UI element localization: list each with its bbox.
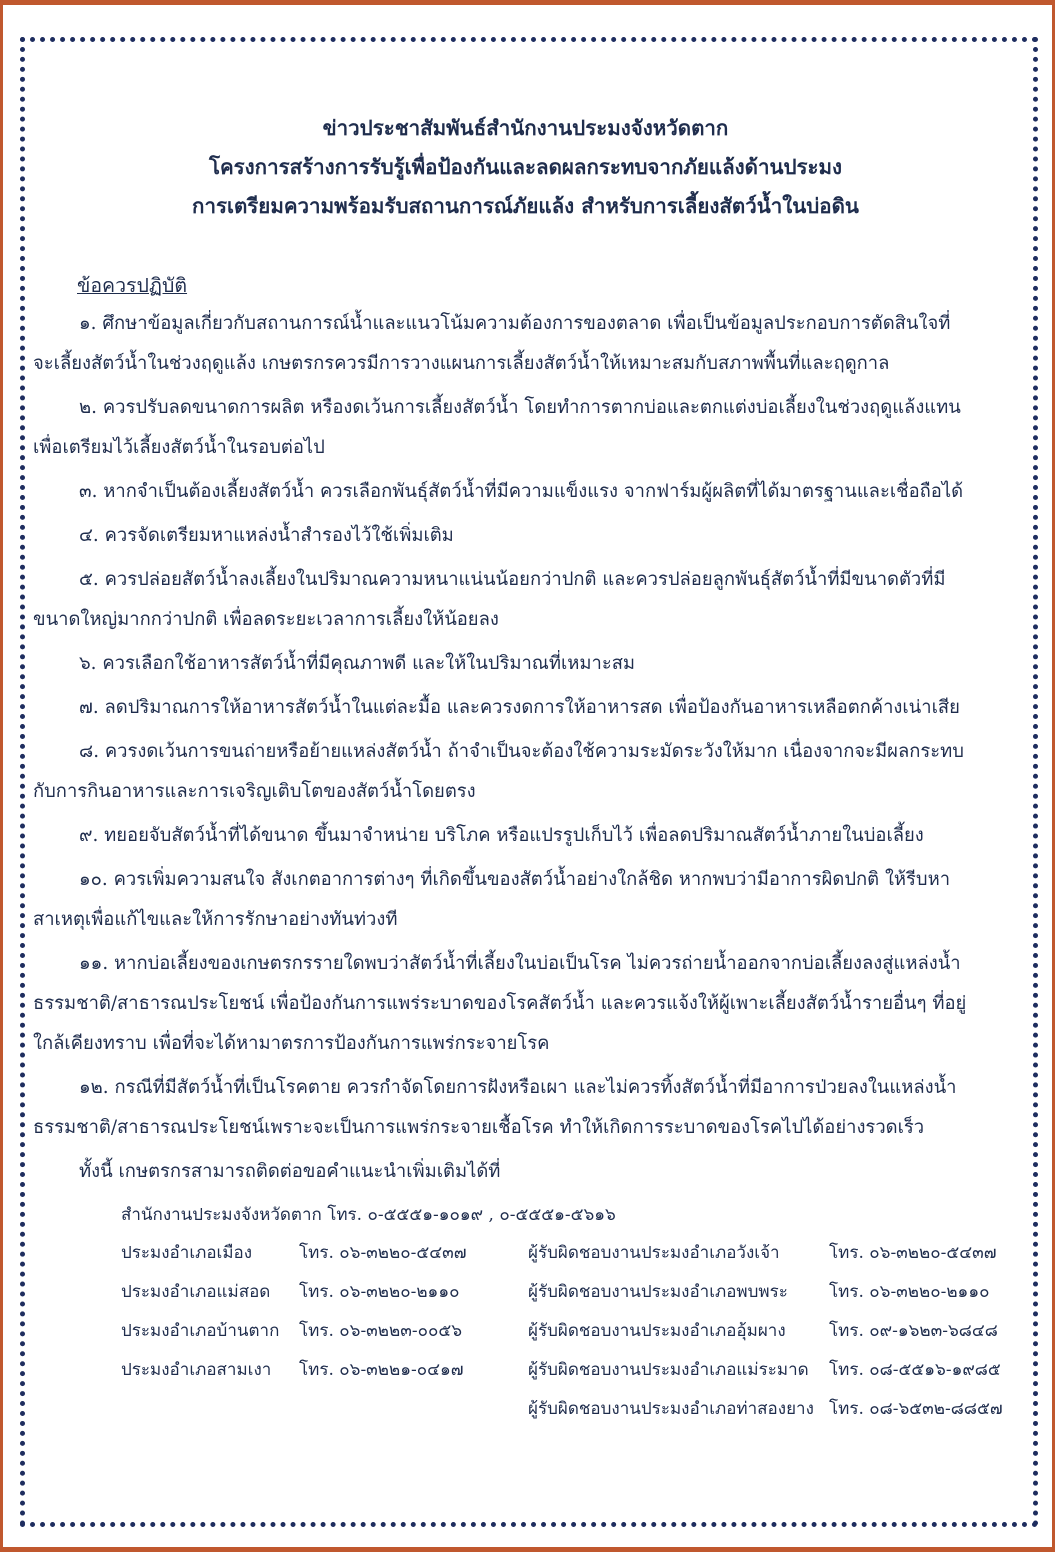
- item-9-line-1: ๙. ทยอยจับสัตว์น้ำที่ได้ขนาด ขึ้นมาจำหน่าย บริโภค หรือแปรรูปเก็บไว้ เพื่อลดปริมาณสัตว์น้ำภายในบ่อเลี้ยง: [79, 825, 924, 846]
- item-10-line-1: ๑๐. ควรเพิ่มความสนใจ สังเกตอาการต่างๆ ที่เกิดขึ้นของสัตว์น้ำอย่างใกล้ชิด หากพบว่ามีอาการผิดปกติ ให้รีบหา: [79, 869, 951, 890]
- item-2-line-2: เพื่อเตรียมไว้เลี้ยงสัตว์น้ำในรอบต่อไป: [33, 437, 325, 458]
- item-2-line-1: ๒. ควรปรับลดขนาดการผลิต หรืองดเว้นการเลี้ยงสัตว์น้ำ โดยทำการตากบ่อและตกแต่งบ่อเลี้ยงในช่วงฤดูแล้งแทน: [79, 397, 961, 418]
- item-10-line-2: สาเหตุเพื่อแก้ไขและให้การรักษาอย่างทันท่วงที: [33, 909, 398, 930]
- list-item: [33, 816, 1018, 856]
- contact-right-name: ผู้รับผิดชอบงานประมงอำเภอพบพระ: [528, 1282, 788, 1302]
- announcement-content: [33, 109, 1018, 1429]
- contact-left-name: ประมงอำเภอเมือง: [121, 1243, 253, 1263]
- list-item: [33, 644, 1018, 684]
- contact-right-phone: โทร. ๐๘-๖๕๓๒-๘๘๕๗: [829, 1399, 1003, 1419]
- contact-left-phone: โทร. ๐๖-๓๒๒๑-๐๔๑๗: [299, 1360, 464, 1380]
- header-project-name: โครงการสร้างการรับรู้เพื่อป้องกันและลดผลกระทบจากภัยแล้งด้านประมง: [208, 155, 843, 179]
- contact-right-phone: โทร. ๐๖-๓๒๒๐-๒๑๑๐: [829, 1282, 990, 1302]
- list-item: [33, 732, 1018, 812]
- item-11-line-1: ๑๑. หากบ่อเลี้ยงของเกษตรกรรายใดพบว่าสัตว์น้ำที่เลี้ยงในบ่อเป็นโรค ไม่ควรถ่ายน้ำออกจากบ่อเลี้ยงลงสู่แหล่งน้ำ: [79, 953, 961, 974]
- contact-left-name: ประมงอำเภอบ้านตาก: [121, 1321, 280, 1341]
- header-subject: การเตรียมความพร้อมรับสถานการณ์ภัยแล้ง สำหรับการเลี้ยงสัตว์น้ำในบ่อดิน: [192, 194, 859, 218]
- item-7-line-1: ๗. ลดปริมาณการให้อาหารสัตว์น้ำในแต่ละมื้อ และควรงดการให้อาหารสด เพื่อป้องกันอาหารเหลือตกค้างเน่าเสีย: [79, 697, 960, 718]
- list-item: [33, 688, 1018, 728]
- contact-left-phone: โทร. ๐๖-๓๒๒๓-๐๐๕๖: [299, 1321, 462, 1341]
- list-item: [33, 472, 1018, 512]
- item-4-line-1: ๔. ควรจัดเตรียมหาแหล่งน้ำสำรองไว้ใช้เพิ่มเติม: [79, 525, 454, 546]
- contact-left-name: ประมงอำเภอแม่สอด: [121, 1282, 271, 1302]
- contact-row: [121, 1390, 1021, 1429]
- provincial-office-contact: สำนักงานประมงจังหวัดตาก โทร. ๐-๕๕๕๑-๑๐๑๙ , ๐-๕๕๕๑-๕๖๑๖: [121, 1205, 616, 1225]
- contact-right-name: ผู้รับผิดชอบงานประมงอำเภออุ้มผาง: [528, 1321, 786, 1341]
- contact-right-phone: โทร. ๐๘-๕๕๑๖-๑๙๘๕: [829, 1360, 1001, 1380]
- item-8-line-2: กับการกินอาหารและการเจริญเติบโตของสัตว์น้ำโดยตรง: [33, 781, 476, 802]
- contact-right-phone: โทร. ๐๖-๓๒๒๐-๕๔๓๗: [829, 1243, 997, 1263]
- list-item: [33, 860, 1018, 940]
- contact-grid: [121, 1234, 1021, 1429]
- list-item: [33, 944, 1018, 1064]
- item-1-line-1: ๑. ศึกษาข้อมูลเกี่ยวกับสถานการณ์น้ำและแนวโน้มความต้องการของตลาด เพื่อเป็นข้อมูลประกอบการตัดสินใจที่: [79, 313, 951, 334]
- list-item: [33, 560, 1018, 640]
- item-5-line-2: ขนาดใหญ่มากกว่าปกติ เพื่อลดระยะเวลาการเลี้ยงให้น้อยลง: [33, 609, 499, 630]
- header-title: ข่าวประชาสัมพันธ์สำนักงานประมงจังหวัดตาก: [322, 116, 729, 140]
- contact-row: [121, 1273, 1021, 1312]
- item-5-line-1: ๕. ควรปล่อยสัตว์น้ำลงเลี้ยงในปริมาณความหนาแน่นน้อยกว่าปกติ และควรปล่อยลูกพันธุ์สัตว์น้ำที่มีขนาดตัวที่มี: [79, 569, 946, 590]
- contact-list: [121, 1196, 1018, 1429]
- recommendation-list: [33, 304, 1018, 1148]
- list-item: [33, 304, 1018, 384]
- list-item: [33, 516, 1018, 556]
- contact-row: [121, 1234, 1021, 1273]
- closing-statement: ทั้งนี้ เกษตรกรสามารถติดต่อขอคำแนะนำเพิ่มเติมได้ที่: [79, 1161, 501, 1182]
- contact-left-name: ประมงอำเภอสามเงา: [121, 1360, 272, 1380]
- contact-right-name: ผู้รับผิดชอบงานประมงอำเภอท่าสองยาง: [528, 1399, 814, 1419]
- item-12-line-2: ธรรมชาติ/สาธารณประโยชน์เพราะจะเป็นการแพร่กระจายเชื้อโรค ทำให้เกิดการระบาดของโรคไปได้อย่างรวดเร็ว: [33, 1117, 925, 1138]
- contact-right-name: ผู้รับผิดชอบงานประมงอำเภอวังเจ้า: [528, 1243, 780, 1263]
- list-item: [33, 1068, 1018, 1148]
- item-12-line-1: ๑๒. กรณีที่มีสัตว์น้ำที่เป็นโรคตาย ควรกำจัดโดยการฝังหรือเผา และไม่ควรทิ้งสัตว์น้ำที่มีอาการป่วยลงในแหล่งน้ำ: [79, 1077, 957, 1098]
- item-11-line-2: ธรรมชาติ/สาธารณประโยชน์ เพื่อป้องกันการแพร่ระบาดของโรคสัตว์น้ำ และควรแจ้งให้ผู้เพาะเลี้ยงสัตว์น้ำรายอื่นๆ ที่อยู่: [33, 993, 967, 1014]
- list-item: [33, 388, 1018, 468]
- item-11-line-3: ใกล้เคียงทราบ เพื่อที่จะได้หามาตรการป้องกันการแพร่กระจายโรค: [33, 1033, 550, 1054]
- item-6-line-1: ๖. ควรเลือกใช้อาหารสัตว์น้ำที่มีคุณภาพดี และให้ในปริมาณที่เหมาะสม: [79, 653, 636, 674]
- contact-right-phone: โทร. ๐๙-๑๖๒๓-๖๘๔๘: [829, 1321, 998, 1341]
- item-8-line-1: ๘. ควรงดเว้นการขนถ่ายหรือย้ายแหล่งสัตว์น้ำ ถ้าจำเป็นจะต้องใช้ความระมัดระวังให้มาก เนื่องจากจะมีผลกระทบ: [79, 741, 964, 762]
- item-3-line-1: ๓. หากจำเป็นต้องเลี้ยงสัตว์น้ำ ควรเลือกพันธุ์สัตว์น้ำที่มีความแข็งแรง จากฟาร์มผู้ผลิตที่ได้มาตรฐานและเชื่อถือได้: [79, 481, 964, 502]
- contact-left-phone: โทร. ๐๖-๓๒๒๐-๕๔๓๗: [299, 1243, 467, 1263]
- announcement-header: [33, 109, 1018, 226]
- contact-left-phone: โทร. ๐๖-๓๒๒๐-๒๑๑๐: [299, 1282, 460, 1302]
- contact-row: [121, 1351, 1021, 1390]
- section-heading: ข้อควรปฏิบัติ: [77, 274, 188, 297]
- contact-right-name: ผู้รับผิดชอบงานประมงอำเภอแม่ระมาด: [528, 1360, 809, 1380]
- contact-row: [121, 1312, 1021, 1351]
- item-1-line-2: จะเลี้ยงสัตว์น้ำในช่วงฤดูแล้ง เกษตรกรควรมีการวางแผนการเลี้ยงสัตว์น้ำให้เหมาะสมกับสภาพพื้นที่และฤดูกาล: [33, 353, 890, 374]
